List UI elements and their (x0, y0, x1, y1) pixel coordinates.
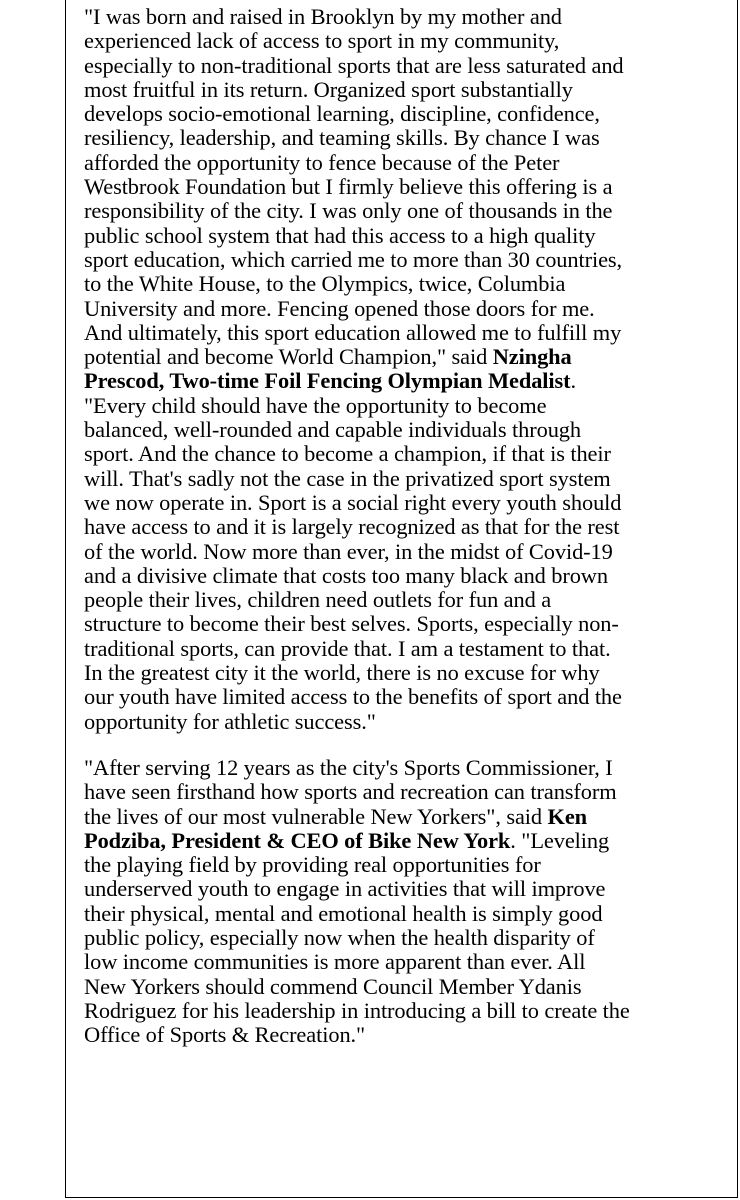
text-segment: And ultimately, this sport education allowed me to fulfill my (84, 319, 622, 345)
text-line (84, 467, 724, 491)
text-line (84, 540, 724, 564)
text-line (84, 175, 724, 199)
text-segment: most fruitful in its return. Organized sport substantially (84, 76, 573, 102)
text-line (84, 637, 724, 661)
text-line (84, 78, 724, 102)
text-line (84, 564, 724, 588)
text-segment: public school system that had this access to a high quality (84, 222, 596, 248)
text-line (84, 345, 724, 369)
text-line (84, 902, 724, 926)
text-line (84, 54, 724, 78)
text-segment: their physical, mental and emotional health is simply good (84, 900, 603, 926)
text-line (84, 661, 724, 685)
speaker-attribution: Prescod, Two-time Foil Fencing Olympian Medalist (84, 368, 571, 394)
text-segment: experienced lack of access to sport in my community, (84, 28, 560, 54)
text-line (84, 710, 724, 734)
text-segment: have seen firsthand how sports and recreation can transform (84, 779, 617, 805)
text-segment: opportunity for athletic success." (84, 708, 376, 734)
text-segment: sport. And the chance to become a champion, if that is their (84, 441, 611, 467)
text-segment: to the White House, to the Olympics, twice, Columbia (84, 271, 566, 297)
text-line (84, 877, 724, 901)
text-segment: responsibility of the city. I was only one of thousands in the (84, 198, 613, 224)
text-segment: New Yorkers should commend Council Member Ydanis (84, 973, 582, 999)
text-segment: underserved youth to engage in activities that will improve (84, 876, 606, 902)
text-line (84, 685, 724, 709)
quote-paragraph-podziba (84, 756, 724, 1048)
text-segment: the lives of our most vulnerable New Yorkers", said (84, 803, 548, 829)
text-line (84, 1023, 724, 1047)
text-line (84, 297, 724, 321)
text-line (84, 805, 724, 829)
speaker-attribution: Nzingha (492, 344, 572, 370)
text-segment: afforded the opportunity to fence because of the Peter (84, 149, 560, 175)
text-line (84, 369, 724, 393)
text-line (84, 950, 724, 974)
text-line (84, 418, 724, 442)
text-segment: of the world. Now more than ever, in the midst of Covid-19 (84, 538, 613, 564)
text-segment: and a divisive climate that costs too many black and brown (84, 562, 608, 588)
text-line (84, 102, 724, 126)
text-line (84, 272, 724, 296)
text-segment: potential and become World Champion," said (84, 344, 493, 370)
text-segment: "After serving 12 years as the city's Sports Commissioner, I (84, 754, 613, 780)
quote-paragraph-prescod (84, 5, 724, 734)
text-line (84, 394, 724, 418)
text-segment: . (570, 368, 577, 394)
text-segment: traditional sports, can provide that. I am a testament to that. (84, 635, 611, 661)
text-line (84, 491, 724, 515)
text-line (84, 5, 724, 29)
text-segment: . "Leveling (510, 827, 610, 853)
text-segment: we now operate in. Sport is a social right every youth should (84, 489, 622, 515)
text-segment: the playing field by providing real opportunities for (84, 852, 541, 878)
text-line (84, 853, 724, 877)
text-segment: develops socio-emotional learning, discipline, confidence, (84, 101, 600, 127)
text-line (84, 975, 724, 999)
text-line (84, 829, 724, 853)
text-segment: resiliency, leadership, and teaming skills. By chance I was (84, 125, 600, 151)
text-line (84, 321, 724, 345)
text-line (84, 29, 724, 53)
text-segment: public policy, especially now when the health disparity of (84, 924, 595, 950)
text-line (84, 224, 724, 248)
text-segment: sport education, which carried me to more than 30 countries, (84, 246, 623, 272)
text-segment: structure to become their best selves. Sports, especially non- (84, 611, 619, 637)
text-line (84, 515, 724, 539)
text-line (84, 151, 724, 175)
speaker-attribution: Podziba, President & CEO of Bike New York (84, 827, 511, 853)
text-segment: Westbrook Foundation but I firmly believe this offering is a (84, 174, 613, 200)
text-line (84, 999, 724, 1023)
text-segment: "I was born and raised in Brooklyn by my mother and (84, 4, 562, 29)
text-segment: University and more. Fencing opened those doors for me. (84, 295, 595, 321)
text-line (84, 926, 724, 950)
text-segment: especially to non-traditional sports that are less saturated and (84, 52, 624, 78)
text-segment: have access to and it is largely recognized as that for the rest (84, 514, 620, 540)
text-line (84, 756, 724, 780)
text-segment: Rodriguez for his leadership in introducing a bill to create the (84, 997, 630, 1023)
text-line (84, 780, 724, 804)
text-line (84, 588, 724, 612)
text-line (84, 248, 724, 272)
document-body (84, 5, 724, 1047)
text-segment: low income communities is more apparent than ever. All (84, 949, 586, 975)
speaker-attribution: Ken (547, 803, 588, 829)
text-segment: In the greatest city it the world, there is no excuse for why (84, 660, 600, 686)
text-line (84, 126, 724, 150)
text-segment: balanced, well-rounded and capable individuals through (84, 417, 581, 443)
text-segment: people their lives, children need outlets for fun and a (84, 587, 552, 613)
text-line (84, 442, 724, 466)
text-segment: Office of Sports & Recreation." (84, 1022, 366, 1048)
text-segment: will. That's sadly not the case in the privatized sport system (84, 465, 611, 491)
text-segment: our youth have limited access to the benefits of sport and the (84, 684, 622, 710)
text-line (84, 612, 724, 636)
text-line (84, 199, 724, 223)
text-segment: "Every child should have the opportunity to become (84, 392, 547, 418)
